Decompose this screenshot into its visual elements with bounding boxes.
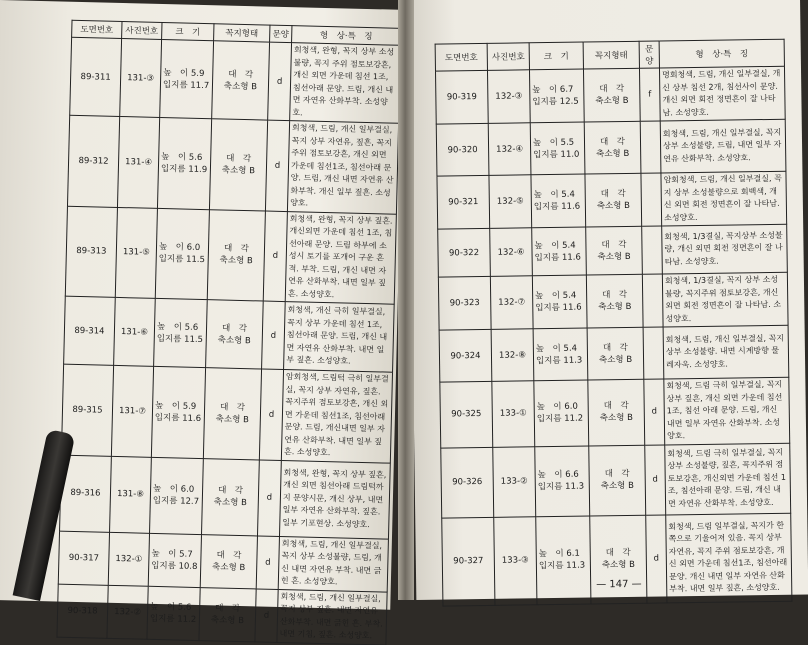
table-row (441, 443, 791, 518)
table-row (65, 206, 396, 305)
size-line: 입지름 11.6 (535, 302, 582, 314)
col-pattern: 문양 (270, 25, 292, 43)
features-cell: 회청색, 완형, 꼭지 상부 소성불량, 꼭지 주위 점토보강흔, 개신 외면 가운데 침선 1조, 침선아래 문양. 드림, 개신 내면 자연유 산화부착. 소성양호. (290, 43, 401, 124)
size-line: 입지름 11.0 (533, 149, 580, 160)
size-line: 높 이 5.5 (532, 137, 575, 148)
size-line: 높 이 5.6 (150, 601, 192, 613)
size-line: 입지름 11.2 (536, 413, 584, 425)
table-row (438, 224, 788, 277)
drawing-no-cell: 89-311 (70, 37, 122, 116)
pattern-cell: d (263, 211, 287, 302)
size-line: 높 이 5.9 (163, 67, 205, 79)
drawing-no-cell: 90-325 (440, 381, 493, 447)
form-line: 축소형 B (599, 413, 634, 424)
form-line: 대 각 (602, 342, 628, 353)
size-cell (157, 117, 211, 209)
vessel-form-cell (586, 274, 643, 328)
drawing-no-cell: 89-314 (64, 296, 116, 365)
size-line: 높 이 6.0 (152, 483, 195, 495)
table-row (60, 455, 391, 539)
drawing-no-cell: 90-322 (438, 228, 491, 277)
vessel-form-cell (587, 327, 644, 380)
drawing-no-cell: 90-327 (442, 517, 495, 606)
col-drawing-no: 도면번호 (72, 20, 122, 38)
form-line: 대 각 (226, 153, 252, 164)
vessel-form-cell (585, 173, 642, 227)
vessel-form-cell (584, 121, 641, 174)
table-row (61, 364, 392, 463)
size-line: 높 이 6.6 (537, 469, 579, 481)
size-line: 높 이 5.4 (535, 290, 577, 302)
features-cell: 회청색, 드림, 개신 일부결실, 꼭지 상부 소성불량, 드림, 개신 내면 자연유 부착. 내면 긁힌 흔. 소성양호. (278, 536, 388, 592)
form-line: 대 각 (216, 549, 242, 561)
size-cell (536, 516, 591, 605)
size-line: 높 이 5.6 (161, 151, 203, 163)
vessel-form-cell (202, 458, 260, 535)
col-features: 형 상·특 징 (659, 39, 784, 68)
col-size: 크 기 (529, 42, 583, 70)
form-line: 대 각 (604, 468, 630, 480)
photo-no-cell: 131-⑧ (110, 456, 152, 533)
features-cell: 명회청색, 드림, 개신 일부결실, 개신 상부 침선 2개, 침선사이 문양. 개신 외면 회전 정면흔이 잘 나타남. 소성양호. (659, 66, 785, 121)
photo-no-cell: 132-① (108, 532, 149, 586)
form-line: 대 각 (601, 239, 627, 250)
drawing-no-cell: 90-324 (439, 329, 492, 382)
vessel-form-cell (583, 68, 640, 122)
size-line: 높 이 5.4 (534, 240, 576, 251)
vessel-form-cell (200, 534, 257, 588)
size-cell (533, 328, 588, 381)
form-line: 축소형 B (219, 255, 253, 267)
form-line: 대 각 (599, 136, 626, 147)
features-cell: 회청색, 드림 일부결실, 꼭지가 한쪽으로 기울어져 있음. 꼭지 상부 자연유, 꼭지 주위 점토보강흔, 개신 외면 가운데 침선1조, 침선아래 문양. 개신 내면 일부 자연유 산화부착. 내면 일부 짚흔, 소성양호. (666, 513, 792, 603)
vessel-form-cell (586, 226, 643, 275)
photo-no-cell: 133-② (493, 446, 536, 517)
form-line: 축소형 B (598, 354, 633, 365)
size-line: 입지름 12.5 (532, 96, 579, 108)
vessel-form-cell (588, 379, 645, 445)
features-cell: 회청색, 드림 극히 일부결실, 꼭지 상부 소성불량, 짚흔, 꼭지주위 점토보강흔, 개신외면 가운데 침선 1조, 침선아래 문양. 드림, 개신 내면 자연유 산화부착. 소성양호. (665, 443, 791, 515)
col-photo-no: 사진번호 (487, 43, 529, 71)
form-line: 대 각 (605, 547, 631, 559)
features-cell: 회청색, 1/3결실, 꼭지 상부 소성불량, 꼭지주위 점토보강흔, 개신 외면 회전 정면흔이 잘 나타남. 소성양호. (662, 272, 788, 327)
left-table (56, 20, 401, 645)
size-cell (535, 446, 590, 517)
features-cell: 회청색, 완형, 꼭지 상부 짚흔. 개신외면 가운데 침선 1조, 침선아래 문양. 드림 하부에 소성시 토기를 포개어 구운 흔적. 부착. 드림, 개신 내면 자연유 산화부착. 내면 일부 짚흔. 소성양호. (285, 211, 396, 304)
features-cell: 회청색, 드림, 개신 일부결실, 꼭지 상부 소성불량. 내면 시계방향 물레자욱. 소성양호. (663, 325, 789, 379)
vessel-form-cell (203, 368, 261, 460)
col-pattern: 문양 (639, 41, 659, 68)
photo-no-cell: 131-⑦ (111, 365, 153, 456)
pattern-cell: d (644, 379, 665, 445)
drawing-no-cell: 90-326 (441, 447, 494, 518)
col-vessel-form: 꼭지형태 (583, 41, 639, 69)
drawing-no-cell: 89-315 (61, 364, 113, 456)
drawing-no-cell: 90-318 (57, 584, 108, 638)
pattern-cell: d (256, 535, 279, 589)
form-line: 축소형 B (221, 165, 256, 177)
size-line: 높 이 6.0 (158, 242, 201, 254)
features-cell: 회청색, 완형, 꼭지 상부 짚흔, 개신 외면 침선아래 드림턱까지 문양시문, 개신 상부, 내면 일부 자연유 산화부착. 짚흔. 일부 기포현상. 소성양호. (279, 460, 390, 539)
form-line: 대 각 (599, 83, 625, 95)
form-line: 축소형 B (595, 95, 629, 107)
photo-no-cell: 133-③ (494, 516, 537, 605)
col-size: 크 기 (162, 22, 214, 40)
photo-no-cell: 133-① (492, 381, 535, 447)
vessel-form-cell (206, 300, 264, 369)
table-row (439, 325, 789, 382)
col-vessel-form: 꼭지형태 (214, 24, 270, 42)
size-line: 입지름 11.7 (162, 79, 210, 91)
size-cell (529, 69, 584, 123)
table-row (58, 531, 388, 592)
form-line: 대 각 (215, 602, 241, 614)
size-line: 입지름 11.5 (158, 254, 206, 266)
features-cell: 회청색, 드림 극히 일부결실, 꼭지상부 짚흔, 개신 외면 가운데 침선 1조, 침선 아래 문양. 드림, 개신 내면 일부 자연유 산화부착. 소성양호. (664, 377, 790, 444)
pattern-cell: f (639, 68, 660, 121)
drawing-no-cell: 90-317 (58, 531, 109, 585)
col-photo-no: 사진번호 (122, 21, 162, 39)
pattern-cell: d (259, 369, 283, 460)
table-row (436, 119, 786, 176)
form-line: 대 각 (603, 401, 629, 412)
form-line: 대 각 (602, 289, 628, 301)
left-page (0, 0, 405, 641)
size-cell (154, 298, 208, 367)
drawing-no-cell: 89-312 (67, 115, 119, 207)
pattern-cell: d (262, 301, 286, 370)
photo-no-cell: 132-⑤ (489, 175, 532, 229)
table-row (435, 66, 785, 124)
photo-no-cell: 132-⑧ (491, 329, 534, 382)
pattern-cell: d (255, 588, 278, 642)
drawing-no-cell: 90-321 (437, 175, 490, 229)
page-number: — 147 — (596, 578, 642, 591)
drawing-no-cell: 90-320 (436, 123, 489, 176)
form-line: 축소형 B (601, 559, 636, 571)
form-line: 축소형 B (596, 200, 631, 212)
photo-no-cell: 132-③ (487, 70, 530, 124)
size-line: 입지름 11.6 (154, 412, 202, 424)
photo-no-cell: 131-⑥ (114, 297, 156, 366)
pattern-cell: d (257, 459, 281, 536)
size-line: 입지름 11.6 (534, 252, 581, 263)
size-line: 높 이 5.4 (535, 343, 578, 354)
features-cell: 암회청색, 드림, 개신 일부결실, 꼭지 상부 소성불량으로 회백색, 개신 외면 회전 정면흔이 잘 나타남. 소성양호. (661, 171, 787, 226)
pattern-cell: d (646, 514, 667, 602)
book-gutter (398, 0, 414, 600)
size-line: 높 이 6.7 (532, 84, 574, 96)
photo-no-cell: 131-④ (117, 116, 159, 207)
vessel-form-cell (199, 587, 256, 641)
pattern-cell (642, 226, 663, 274)
form-line: 축소형 B (600, 480, 634, 492)
size-cell (151, 366, 205, 458)
size-cell (532, 227, 587, 276)
photo-no-cell: 132-⑥ (490, 228, 533, 277)
drawing-no-cell: 89-316 (60, 455, 112, 532)
table-row (438, 272, 788, 330)
size-cell (532, 275, 587, 329)
size-line: 입지름 11.9 (160, 163, 208, 175)
table-row (70, 37, 401, 123)
table-row (437, 171, 787, 229)
features-cell: 회청색, 드림, 개신 일부결실, 꼭지 상부 소성불량, 드림, 내면 일부 자연유 산화부착. 소성양호. (660, 119, 786, 173)
size-cell (160, 39, 214, 118)
table-row (440, 377, 790, 447)
pattern-cell (640, 121, 661, 173)
photo-no-cell: 132-⑦ (490, 276, 533, 330)
size-line: 입지름 12.7 (152, 495, 200, 508)
size-cell (150, 457, 204, 534)
pattern-cell: d (645, 444, 666, 514)
pattern-cell (643, 327, 664, 379)
size-cell (531, 174, 586, 228)
size-line: 입지름 10.8 (151, 560, 198, 572)
size-line: 높 이 6.0 (536, 401, 578, 413)
pattern-cell (641, 173, 662, 226)
size-line: 입지름 11.2 (149, 613, 197, 625)
size-line: 높 이 5.4 (533, 189, 575, 201)
features-cell: 회청색, 드림, 개신 일부결실, 꼭지 상부 짚흔. 내면 자연유 산화부착. 내면 긁힌 흔. 부착. 내면 기침, 짚흔. 소성양호. (277, 589, 387, 645)
size-cell (147, 586, 200, 640)
col-drawing-no: 도면번호 (435, 43, 487, 71)
size-line: 높 이 5.7 (151, 548, 193, 560)
table-row (64, 296, 395, 372)
photo-no-cell: 131-⑤ (115, 207, 157, 298)
vessel-form-cell (212, 41, 270, 120)
size-line: 입지름 11.5 (156, 333, 204, 345)
drawing-no-cell: 89-313 (65, 206, 117, 298)
form-line: 대 각 (221, 323, 248, 334)
table-row (442, 513, 792, 606)
form-line: 축소형 B (211, 561, 246, 573)
size-line: 입지름 11.6 (533, 201, 581, 213)
table-row (57, 584, 387, 645)
size-cell (534, 380, 589, 446)
form-line: 축소형 B (210, 614, 245, 626)
size-line: 높 이 5.6 (156, 321, 199, 333)
size-cell (155, 208, 209, 300)
drawing-no-cell: 90-319 (435, 70, 488, 124)
form-line: 대 각 (217, 485, 244, 497)
photo-no-cell: 131-③ (120, 38, 162, 117)
form-line: 축소형 B (596, 148, 630, 159)
form-line: 축소형 B (223, 80, 258, 92)
table-row (67, 115, 398, 214)
features-cell: 회청색, 드림, 개신 일부결실, 꼭지 상부 자연유, 짚흔, 꼭지주위 점토보강흔, 개신 외면 가운데 침선1조, 침선아래 문양. 드림, 개신 내면 자연유 산화부착. 개신 일부 짚흔. 소성양호. (287, 121, 398, 214)
pattern-cell (642, 274, 663, 327)
vessel-form-cell (209, 119, 267, 211)
form-line: 축소형 B (598, 301, 632, 313)
form-line: 축소형 B (597, 251, 631, 262)
form-line: 대 각 (600, 188, 626, 200)
col-features: 형 상·특 징 (292, 26, 401, 46)
photo-no-cell: 132-② (107, 585, 148, 639)
pattern-cell: d (265, 120, 289, 211)
features-cell: 암회청색, 드림턱 극히 일부결실, 꼭지 상부 자연유, 짚흔. 꼭지주위 점토보강흔, 개신 외면 가운데 침선1조, 침선아래 문양. 드림, 개신내면 일부 자연유 산화부착. 내면 일부 짚흔. 소성양호. (281, 370, 392, 463)
size-line: 입지름 11.3 (538, 560, 586, 572)
drawing-no-cell: 90-323 (438, 276, 491, 330)
pattern-cell: d (268, 42, 292, 121)
right-page (408, 0, 808, 600)
vessel-form-cell (207, 209, 265, 301)
photo-no-cell: 132-④ (488, 123, 531, 176)
size-line: 높 이 5.9 (155, 400, 197, 412)
form-line: 축소형 B (215, 414, 250, 425)
size-line: 입지름 11.3 (537, 481, 585, 493)
vessel-form-cell (589, 445, 646, 516)
size-line: 입지름 11.3 (535, 355, 583, 366)
form-line: 대 각 (223, 243, 250, 255)
size-cell (148, 533, 201, 587)
form-line: 축소형 B (217, 334, 251, 346)
size-cell (530, 122, 585, 175)
size-line: 높 이 6.1 (538, 548, 580, 560)
features-cell: 회청색, 개신 극히 일부결실, 꼭지 상부 가운데 침선 1조, 침선아래 문양. 드림, 개신 내면 자연유 산화부착. 내면 일부 짚흔. 소성양호. (284, 302, 395, 373)
form-line: 대 각 (220, 402, 246, 413)
features-cell: 회청색, 1/3결실, 꼭지상부 소성불량, 개신 외면 회전 정면흔이 잘 나타남. 소성양호. (662, 224, 788, 274)
right-table (435, 39, 793, 606)
form-line: 축소형 B (213, 497, 247, 509)
form-line: 대 각 (228, 69, 254, 80)
